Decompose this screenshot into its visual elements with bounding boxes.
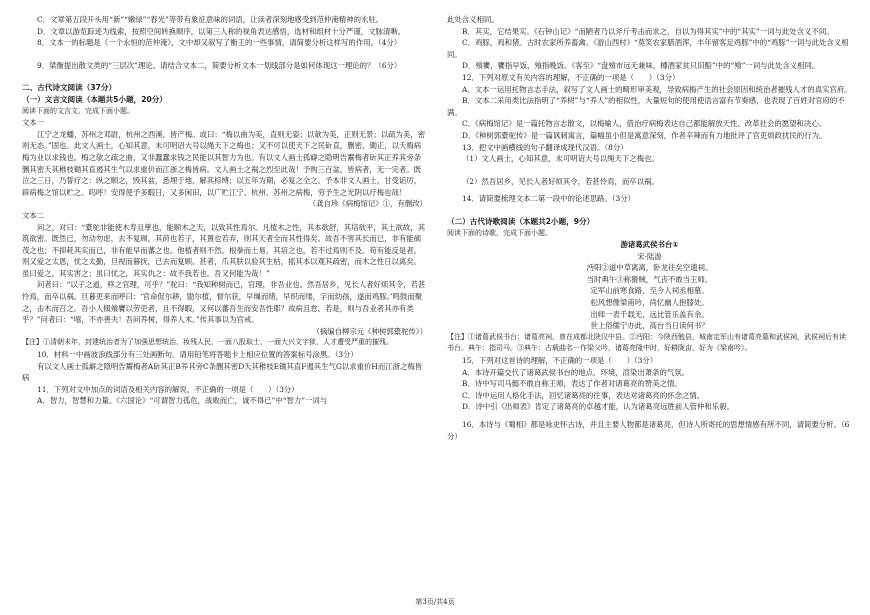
question-11: 11．下列对文中加点的词语及相关内容的解说，不正确的一项是（ ）（3分） [37, 384, 299, 394]
instruction-2: 阅读下面的诗歌，完成下面小题。 [447, 228, 552, 237]
poem-line: 沔阳②道中草离离，卧龙往矣空遗祠。 [586, 263, 713, 273]
q11-option-c: C．鸡豚，鸡和猪。古时农家所养畜禽。《游山西村》“莫笑农家腊酒浑，丰年留客足鸡豚”中的“鸡豚”一词与此处含义相同。 [447, 38, 849, 59]
poem-title: 游诸葛武侯书台① [620, 240, 679, 250]
question-13: 13．把文中画横线的句子翻译成现代汉语。（8分） [462, 142, 628, 152]
instruction: 阅读下面的文言文，完成下面小题。 [22, 106, 134, 115]
right-column [447, 14, 852, 599]
q15-option-a: A．本诗开篇交代了诸葛武侯书台的地点、环境，渲染出萧条的气氛。 [462, 367, 690, 377]
option-d: D．文章以游览踪迹为线索，按照空间转换顺序，以第三人称的视角表达感悟，选材和组材十分严谨，文脉清晰。 [37, 26, 406, 36]
annotation-note: 【注】①清朝末年，封建统治者为了加强思想统治，妆残人民，一面八股取士，一面大兴文字狱，人才遭受严重的摧残。 [22, 338, 393, 347]
q15-option-c: C．诗中运用人格化手法，回忆诸葛亮的往事，表达对诸葛亮的怀念之情。 [462, 390, 705, 400]
q15-option-d: D．诗中引《出师表》肯定了诸葛亮的卓越才能，认为诸葛亮远胜前人管仲和乐毅。 [462, 402, 734, 412]
option-c: C．文章第五段开头用“新”“嫩绿”“春光”等带有象征意味的词语，让读者深刻地感受到范仲淹精神的永驻。 [37, 15, 384, 24]
text-1-body: 江宁之龙蟠，苏州之邓尉，杭州之西溪，皆产梅。或曰：“梅以曲为美，直则无姿；以欹为美，正则无景；以疏为美，密则无态。”固也。此文人画士，心知其意，未可明诏大号以绳天下之梅也；又不可以使天下之民斫直，删密，锄正，以夭梅病梅为业以求钱也。梅之欹之疏之曲，又非蠢蠢求钱之民能以其智力为也。有以文人画士孤癖之隐明告鬻梅者斫其正养其旁条删其密夭其稚枝锄其直遏其生气以求重价而江浙之梅皆病。文人画士之祸之烈至此哉！予购三百盆，皆病者，无一完者。既泣之三日，乃誓疗之：纵之顺之，毁其盆，悉埋于地，解其棕缚；以五年为期，必复之全之。予本非文人画士，甘受诟厉，辟病梅之馆以贮之。呜呼！安得使予多暇日，又多闲田，以广贮江宁、杭州、苏州之病梅，穷予生之光阴以疗梅也哉！ [22, 129, 426, 197]
section-2-heading: 二、古代诗文阅读（37分） [22, 83, 117, 93]
question-11-option-a: A．智力，智慧和力量。《六国论》“可谓智力孤危，战败而亡，诚不得已”中“智力”一词与 [37, 396, 328, 406]
poem [447, 239, 852, 332]
text-1-source: （龚自珍《病梅馆记》①，有删改） [308, 199, 427, 209]
text-1-label: 文本一 [22, 118, 45, 128]
q13-part-1: （1）文人画士，心知其意，未可明诏大号以绳天下之梅也。 [462, 154, 659, 164]
question-8: 8．文本一的标题是《一个永恒的范仲淹》，文中却又叙写了衡王的一些事情，请简要分析这样写的作用。（4分） [37, 38, 402, 48]
question-10: 10．材料一中画波浪线部分有三处画断句。请用铅笔将答题卡上相应位置的答案标号涂黑。（3分） [37, 350, 358, 360]
text-2-source: （摘编自柳宗元《种树郭橐驼传》） [312, 326, 427, 336]
poem-author: 宋·陆游 [637, 251, 662, 261]
continuation: 此处含义相同。 [447, 15, 499, 24]
subsection-2-heading: （二）古代诗歌阅读（本题共2小题，9分） [447, 216, 595, 226]
poem-line: 松风想像梁甫吟，尚忆幽人抱膝处。 [590, 298, 709, 308]
q12-option-d: D．《种树郭橐驼传》是一篇讽刺寓言，篇幅虽小但是寓意深刻，作者辛辣而有力地批评了官吏烦政扰民的行为。 [462, 130, 827, 140]
question-16: 16．本诗与《蜀相》都是咏史怀古诗，并且主要人物都是诸葛亮，但诗人所寄托的思想情感有所不同，请简要分析。（6分） [447, 420, 850, 441]
q11-option-d: D．飧饔，饔指早饭，飧指晚饭。《客至》“盘飧市远无兼味，樽酒家贫只旧醅”中的“飧”一词与此处含义相同。 [462, 61, 820, 71]
question-12: 12．下列对原文有关内容的理解，不正确的一项是（ ）（3分） [462, 72, 680, 82]
question-14: 14．请简要梳理文本二第一段中的论述思路。（3分） [462, 194, 636, 204]
text-2-label: 文本二 [22, 210, 45, 220]
poem-line: 世上俗儒宁办此，高台当日读何书？ [590, 321, 709, 331]
q13-part-2: （2）然吾居乡，见长人者好烦其令，若甚怜焉，而卒以祸。 [462, 176, 659, 186]
q12-option-a: A．文本一运用托物言志手法，叙写了文人画士的畸形审美观，导致病梅产生的社会原因和统治者摧残人才的真实官府。 [462, 84, 852, 94]
question-10-text: 有以文人画士孤癖之隐明告鬻梅者A斫其正B养其旁C条删其密D夭其稚枝E锄其直F遏其生气G以求重价H而江浙之梅皆病 [22, 361, 423, 383]
poem-line: 出师一表千载无，远比管乐盖有余。 [590, 309, 709, 319]
text-2-para-2: 问者曰：“以子之道，移之官理，可乎？”驼曰：“我知种树而已，官理，非吾业也。然吾居乡，见长人者好烦其令，若甚怜焉，而卒以祸。旦暮吏来而呼曰：‘官命促尔耕，勖尔植，督尔获，早缫而绪，早织而缕，字而幼孩，遂而鸡豚。’鸣鼓而聚之，击木而召之。吾小人辍飧饔以劳吏者，且不得暇，又何以蕃吾生而安吾性耶？故病且怠。若是，则与吾业者其亦有类乎？”问者曰：“嘻，不亦善夫！吾问养树，得养人术。”传其事以为官戒。 [22, 280, 426, 325]
question-9: 9．梁衡提出散文类的“三层次”理论。请结合文本二，简要分析文本一划线部分是如何体现这一理论的？（6分） [37, 60, 402, 70]
subsection-1-heading: （一）文言文阅读（本题共5小题，20分） [22, 94, 167, 104]
poem-note: 【注】①诸葛武侯书台：诸葛亮祠，曾在成都北陕汉中县。②沔阳：今陕西勉县，城南定军山有诸葛亮墓和武侯祠，武侯祠后有读书台。典午：指司马。③典午：古载曲名一作梁父吟，诸葛亮隆中时，好耕陇亩，好为《梁甫吟》。 [447, 332, 846, 353]
text-2-para-1: 问之，对曰：“橐驼非能使木寿且孳也，能顺木之天，以致其性焉尔。凡植木之性，其本欲舒，其培欲平，其土欲故，其筑欲密。既然已，勿动勿虑，去不复顾。其莳也若子，其置也若弃，则其天者全而其性得矣。故吾不害其长而已，非有能硕茂之也；不抑耗其实而已，非有能早而蕃之也。他植者则不然。根拳而土易，其培之也，若不过焉则不及。苟有能反是者，则又爱之太恩，忧之太勤，旦视而暮抚，已去而复顾。甚者，爪其肤以验其生枯，摇其本以观其疏密，而木之性日以离矣。虽曰爱之，其实害之；虽曰忧之，其实仇之：故不我若也。吾又何能为哉！” [22, 222, 426, 278]
poem-line: 当时典午③称猾贼，气丧不敢当王师。 [586, 274, 713, 284]
q12-option-c: C．《病梅馆记》是一篇托物言志散文，以梅喻人，借治疗病梅表达自己都能解放天性、改革社会的愿望和决心。 [462, 119, 827, 129]
q12-option-b: B．文本二采用类比法指明了“养树”与“养人”的相似性，大量短句的使用使语言富有节奏感，也表现了百姓对官府的不满。 [447, 96, 845, 117]
poem-line: 定军山前寒食路，至今人祠丞相墓。 [590, 286, 709, 296]
question-15: 15．下列对这首诗的理解，不正确的一项是（ ）（3分） [462, 356, 658, 366]
q11-option-b: B．其实，它结果实。《石钟山记》“而陋者乃以斧斤考击而求之，自以为得其实”中的“其实”一词与此处含义不同。 [462, 26, 834, 36]
q15-option-b: B．诗中写司马懿不敢自称王师，表达了作者对诸葛亮的赞美之情。 [462, 379, 682, 389]
left-column [22, 14, 427, 599]
page-number: 第3页/共4页 [415, 598, 455, 606]
